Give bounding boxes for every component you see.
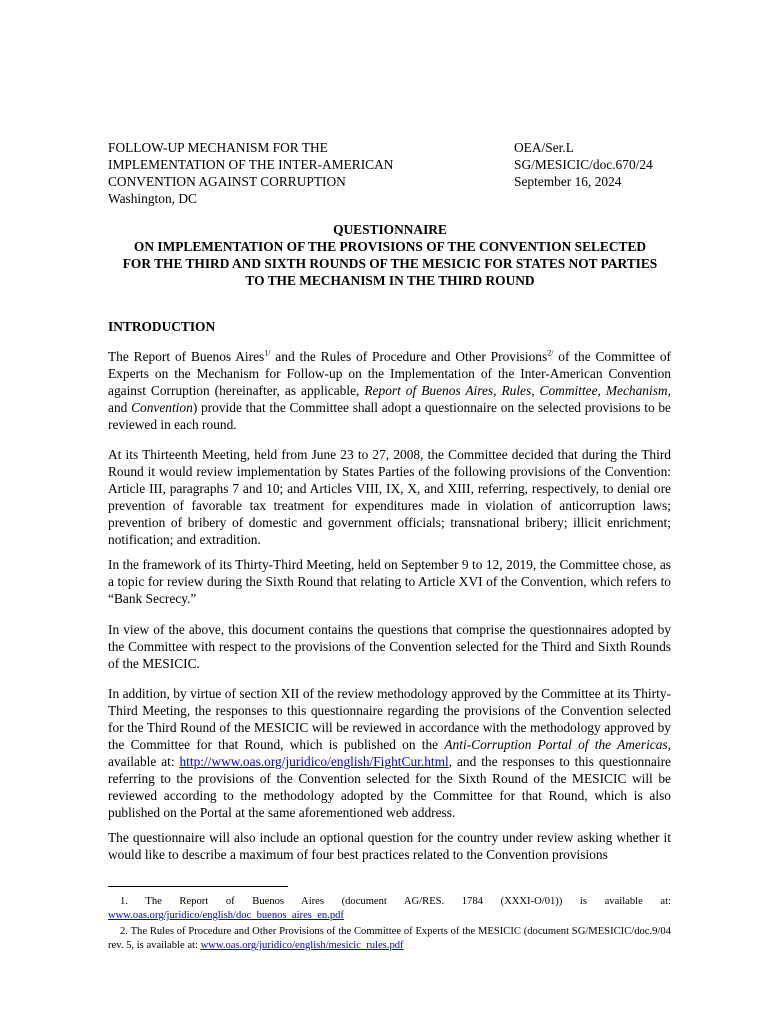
title-line: FOR THE THIRD AND SIXTH ROUNDS OF THE MESICIC FOR STATES NOT PARTIES <box>122 256 658 271</box>
title-line: QUESTIONNAIRE <box>333 222 447 237</box>
footnote-ref-2[interactable]: 2/ <box>547 348 554 358</box>
footnote-ref-1[interactable]: 1/ <box>264 348 271 358</box>
paragraph-3: In the framework of its Thirty-Third Meeting, held on September 9 to 12, 2019, the Committee chose, as a topic for review during the Sixth Round that relating to Article XVI of the Convention, which refers to “Bank Secrecy.” <box>108 557 671 606</box>
series-code: OEA/Ser.L <box>514 140 574 155</box>
paragraph-2: At its Thirteenth Meeting, held from June 23 to 27, 2008, the Committee decided that during the Third Round it would review implementation by States Parties of the following provisions of the Convention: Article III, paragraphs 7 and 10; and Articles VIII, IX, X, and XIII, referring, respectively, to denial ore prevention of favorable tax treatment for expenditures made in violation of anticorruption laws; prevention of bribery of domestic and government officials; transnational bribery; illicit enrichment; notification; and extradition. <box>108 447 671 547</box>
rules-of-procedure-link[interactable]: www.oas.org/juridico/english/mesicic_rules.pdf <box>200 940 404 951</box>
methodology-link[interactable]: http://www.oas.org/juridico/english/FightCur.html <box>179 754 449 769</box>
paragraph-6: The questionnaire will also include an optional question for the country under review asking whether it would like to describe a maximum of four best practices related to the Convention provisions <box>108 830 671 862</box>
footnote-2: 2. The Rules of Procedure and Other Provisions of the Committee of Experts of the MESICIC (document SG/MESICIC/doc.9/04 rev. 5, is available at: www.oas.org/juridico/english/mesicic_rules.pdf <box>108 926 671 951</box>
paragraph-4: In view of the above, this document contains the questions that comprise the questionnaires adopted by the Committee with respect to the provisions of the Convention selected for the Third and Sixth Rounds of the MESICIC. <box>108 622 671 671</box>
footnotes <box>108 895 671 955</box>
document-reference-header <box>514 139 714 190</box>
header-location: Washington, DC <box>108 191 197 206</box>
section-heading: INTRODUCTION <box>108 319 216 334</box>
header-left-line: CONVENTION AGAINST CORRUPTION <box>108 174 346 189</box>
document-title <box>100 221 680 289</box>
document-date: September 16, 2024 <box>514 174 622 189</box>
paragraph-1: The Report of Buenos Aires$^{1/}$ and the Rules of Procedure and Other Provisions$^{2/}$ of the Committee of Experts on the Mechanism for Follow-up on the Implementation of the Inter-American Convention against Corruption (hereinafter, as applicable, Report of Buenos Aires, Rules, Committee, Mechanism, and Convention) provide that the Committee shall adopt a questionnaire on the selected provisions to be reviewed in each round. <box>108 348 671 432</box>
title-line: TO THE MECHANISM IN THE THIRD ROUND <box>245 273 535 288</box>
header-left-line: IMPLEMENTATION OF THE INTER-AMERICAN <box>108 157 394 172</box>
header-left-line: FOLLOW-UP MECHANISM FOR THE <box>108 140 328 155</box>
issuing-body-header <box>108 139 438 207</box>
document-number: SG/MESICIC/doc.670/24 <box>514 157 653 172</box>
paragraph-5: In addition, by virtue of section XII of the review methodology approved by the Committee at its Thirty-Third Meeting, the responses to this questionnaire regarding the provisions of the Convention selected for the Third Round of the MESICIC will be reviewed in accordance with the methodology approved by the Committee for that Round, which is published on the Anti-Corruption Portal of the Americas, available at: http://www.oas.org/juridico/english/FightCur.html, and the responses to this questionnaire referring to the provisions of the Convention selected for the Sixth Round of the MESICIC will be reviewed according to the methodology adopted by the Committee for that Round, which is also published on the Portal at the same aforementioned web address. <box>108 686 671 820</box>
title-line: ON IMPLEMENTATION OF THE PROVISIONS OF THE CONVENTION SELECTED <box>133 239 647 254</box>
buenos-aires-report-link[interactable]: www.oas.org/juridico/english/doc_buenos_aires_en.pdf <box>108 910 344 921</box>
paragraph-6-container <box>108 829 671 864</box>
footnote-separator <box>108 886 288 887</box>
footnote-1: 1. The Report of Buenos Aires (document AG/RES. 1784 (XXXI-O/01)) is available at: www.oas.org/juridico/english/doc_buenos_aires_en.pdf <box>108 896 671 921</box>
